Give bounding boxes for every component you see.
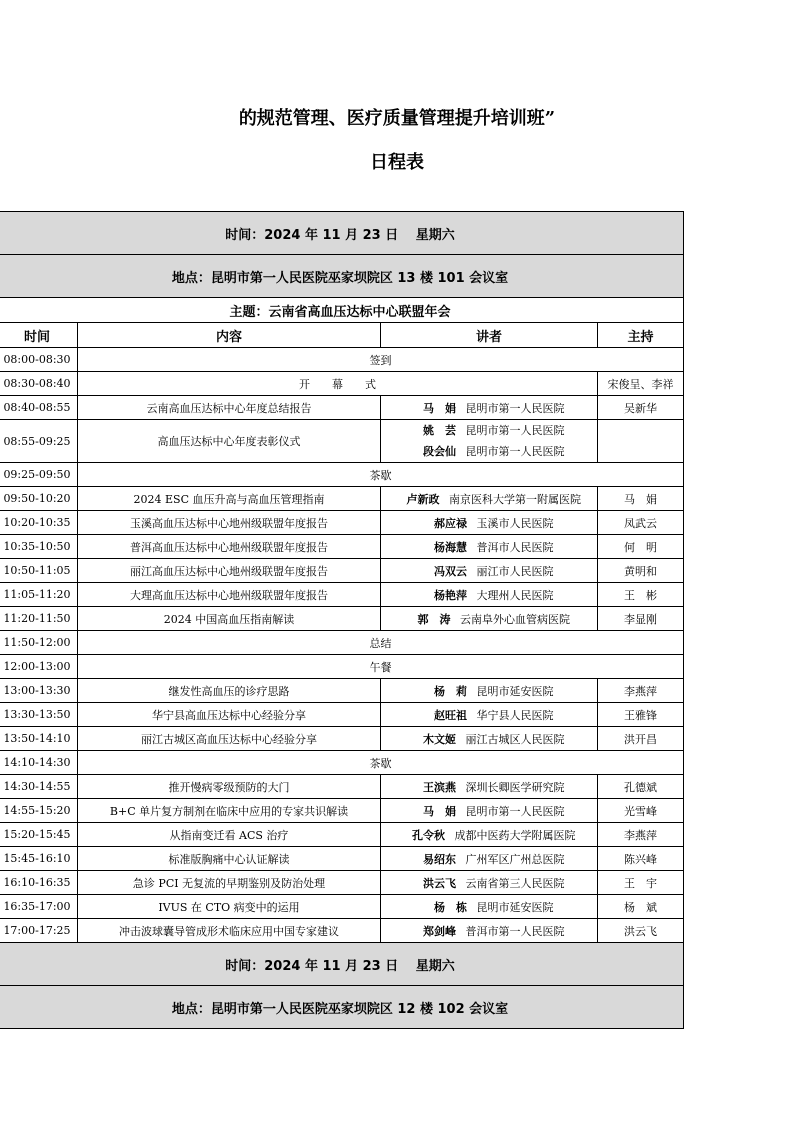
session-time: 14:55-15:20 xyxy=(0,799,78,823)
table-row xyxy=(0,847,684,871)
speaker-entry xyxy=(381,707,597,723)
speaker-affiliation: 昆明市延安医院 xyxy=(476,900,554,914)
table-row xyxy=(0,871,684,895)
session-content: 丽江古城区高血压达标中心经验分享 xyxy=(78,727,381,751)
table-row xyxy=(0,751,684,775)
session-content: 冲击波球囊导管成形术临床应用中国专家建议 xyxy=(78,919,381,943)
session-host: 宋俊呈、李祥 xyxy=(598,372,684,396)
speaker-affiliation: 丽江市人民医院 xyxy=(476,564,554,578)
table-row xyxy=(0,823,684,847)
table-row xyxy=(0,655,684,679)
session-time: 08:55-09:25 xyxy=(0,420,78,463)
session-speakers xyxy=(381,871,598,895)
table-row xyxy=(0,679,684,703)
speaker-entry xyxy=(381,803,597,819)
session-speakers xyxy=(381,847,598,871)
table-row xyxy=(0,631,684,655)
speaker-affiliation: 丽江古城区人民医院 xyxy=(465,732,565,746)
column-header-host: 主持 xyxy=(598,323,684,348)
column-header-speaker: 讲者 xyxy=(381,323,598,348)
session-time: 14:30-14:55 xyxy=(0,775,78,799)
session-speakers xyxy=(381,823,598,847)
session-time: 10:20-10:35 xyxy=(0,511,78,535)
session-speakers xyxy=(381,679,598,703)
session-time: 08:00-08:30 xyxy=(0,348,78,372)
session-content: 继发性高血压的诊疗思路 xyxy=(78,679,381,703)
session-speakers xyxy=(381,775,598,799)
session-host: 何 明 xyxy=(598,535,684,559)
session-break: 茶歇 xyxy=(78,463,684,487)
speaker-name: 冯双云 xyxy=(434,564,467,578)
session-content: 大理高血压达标中心地州级联盟年度报告 xyxy=(78,583,381,607)
speaker-name: 马 娟 xyxy=(423,401,456,415)
speaker-name: 郝应禄 xyxy=(434,516,467,530)
speaker-affiliation: 昆明市第一人民医院 xyxy=(465,445,565,458)
session-time: 11:50-12:00 xyxy=(0,631,78,655)
session-host: 王 宇 xyxy=(598,871,684,895)
table-row xyxy=(0,607,684,631)
speaker-name: 赵旺祖 xyxy=(434,708,467,722)
table-row xyxy=(0,775,684,799)
speaker-affiliation: 普洱市第一人民医院 xyxy=(465,924,565,938)
speaker-affiliation: 昆明市第一人民医院 xyxy=(465,401,565,415)
speaker-name: 卢新政 xyxy=(406,492,440,506)
table-row xyxy=(0,348,684,372)
speaker-entry xyxy=(381,731,597,747)
speaker-entry xyxy=(381,539,597,555)
session-speakers xyxy=(381,511,598,535)
session-host: 李显刚 xyxy=(598,607,684,631)
session-speakers xyxy=(381,583,598,607)
session-host: 光雪峰 xyxy=(598,799,684,823)
session-time: 08:40-08:55 xyxy=(0,396,78,420)
speaker-name: 姚 芸 xyxy=(423,424,456,437)
session-break: 茶歇 xyxy=(78,751,684,775)
session-time: 15:45-16:10 xyxy=(0,847,78,871)
table-row xyxy=(0,559,684,583)
speaker-affiliation: 昆明市第一人民医院 xyxy=(465,804,565,818)
speaker-entry xyxy=(381,923,597,939)
speaker-affiliation: 玉溪市人民医院 xyxy=(476,516,554,530)
session-break: 签到 xyxy=(78,348,684,372)
table-row xyxy=(0,372,684,396)
session-host: 孔德斌 xyxy=(598,775,684,799)
speaker-name: 郭 涛 xyxy=(417,612,451,626)
session-host: 马 娟 xyxy=(598,487,684,511)
theme-label: 主题：云南省高血压达标中心联盟年会 xyxy=(0,298,684,323)
table-row xyxy=(0,919,684,943)
session-time: 13:50-14:10 xyxy=(0,727,78,751)
column-header-content: 内容 xyxy=(78,323,381,348)
speaker-name: 王滨燕 xyxy=(423,780,456,794)
session-content: 从指南变迁看 ACS 治疗 xyxy=(78,823,381,847)
table-row xyxy=(0,583,684,607)
speaker-entry xyxy=(381,420,597,441)
session-speakers xyxy=(381,727,598,751)
session-host: 杨 斌 xyxy=(598,895,684,919)
schedule-heading: 日程表 xyxy=(370,152,424,173)
schedule-table xyxy=(0,211,684,1029)
column-header-row xyxy=(0,323,684,348)
speaker-affiliation: 大理州人民医院 xyxy=(476,588,554,602)
speaker-entry xyxy=(381,875,597,891)
speaker-affiliation: 昆明市第一人民医院 xyxy=(465,424,565,437)
speaker-name: 杨艳萍 xyxy=(434,588,467,602)
speaker-name: 杨海慧 xyxy=(434,540,467,554)
session-time: 10:50-11:05 xyxy=(0,559,78,583)
speaker-entry xyxy=(381,587,597,603)
session-time: 09:50-10:20 xyxy=(0,487,78,511)
session-break: 午餐 xyxy=(78,655,684,679)
session-speakers xyxy=(381,895,598,919)
session-host: 洪云飞 xyxy=(598,919,684,943)
speaker-affiliation: 昆明市延安医院 xyxy=(476,684,554,698)
date-row xyxy=(0,212,684,255)
session-host: 凤武云 xyxy=(598,511,684,535)
speaker-affiliation: 华宁县人民医院 xyxy=(476,708,554,722)
session-time: 09:25-09:50 xyxy=(0,463,78,487)
session-time: 10:35-10:50 xyxy=(0,535,78,559)
session-content: 标准版胸痛中心认证解读 xyxy=(78,847,381,871)
venue-row-2 xyxy=(0,986,684,1029)
table-row xyxy=(0,895,684,919)
document-title: 的规范管理、医疗质量管理提升培训班” xyxy=(238,108,556,129)
speaker-entry xyxy=(381,515,597,531)
session-host: 王 彬 xyxy=(598,583,684,607)
date-label: 时间：2024 年 11 月 23 日 星期六 xyxy=(0,212,684,255)
session-content: 玉溪高血压达标中心地州级联盟年度报告 xyxy=(78,511,381,535)
session-time: 16:10-16:35 xyxy=(0,871,78,895)
session-host: 李燕萍 xyxy=(598,823,684,847)
venue-row xyxy=(0,255,684,298)
date-row-2 xyxy=(0,943,684,986)
speaker-entry xyxy=(381,683,597,699)
theme-row xyxy=(0,298,684,323)
table-row xyxy=(0,463,684,487)
session-host xyxy=(598,420,684,463)
session-content: 2024 ESC 血压升高与高血压管理指南 xyxy=(78,487,381,511)
table-row xyxy=(0,799,684,823)
table-row xyxy=(0,487,684,511)
session-time: 16:35-17:00 xyxy=(0,895,78,919)
session-time: 13:30-13:50 xyxy=(0,703,78,727)
session-content: 丽江高血压达标中心地州级联盟年度报告 xyxy=(78,559,381,583)
speaker-name: 木文姬 xyxy=(423,732,456,746)
session-speakers xyxy=(381,559,598,583)
session-content: 急诊 PCI 无复流的早期鉴别及防治处理 xyxy=(78,871,381,895)
venue-label-2: 地点：昆明市第一人民医院巫家坝院区 12 楼 102 会议室 xyxy=(0,986,684,1029)
session-time: 17:00-17:25 xyxy=(0,919,78,943)
table-row xyxy=(0,703,684,727)
session-speakers xyxy=(381,420,598,463)
session-content: IVUS 在 CTO 病变中的运用 xyxy=(78,895,381,919)
table-row xyxy=(0,727,684,751)
speaker-name: 杨 栋 xyxy=(434,900,467,914)
speaker-entry xyxy=(381,851,597,867)
session-speakers xyxy=(381,703,598,727)
session-host: 黄明和 xyxy=(598,559,684,583)
session-time: 14:10-14:30 xyxy=(0,751,78,775)
speaker-entry xyxy=(381,563,597,579)
speaker-entry xyxy=(381,827,597,843)
session-time: 08:30-08:40 xyxy=(0,372,78,396)
speaker-name: 孔令秋 xyxy=(412,828,445,842)
speaker-name: 郑剑峰 xyxy=(423,924,456,938)
venue-label: 地点：昆明市第一人民医院巫家坝院区 13 楼 101 会议室 xyxy=(0,255,684,298)
speaker-name: 易绍东 xyxy=(423,852,456,866)
speaker-affiliation: 深圳长卿医学研究院 xyxy=(465,780,565,794)
session-time: 11:20-11:50 xyxy=(0,607,78,631)
session-content: 普洱高血压达标中心地州级联盟年度报告 xyxy=(78,535,381,559)
session-time: 13:00-13:30 xyxy=(0,679,78,703)
speaker-name: 段会仙 xyxy=(423,445,456,458)
session-host: 王雅锋 xyxy=(598,703,684,727)
session-content: 2024 中国高血压指南解读 xyxy=(78,607,381,631)
session-content: 华宁县高血压达标中心经验分享 xyxy=(78,703,381,727)
session-ceremony: 开 幕 式 xyxy=(78,372,598,396)
session-host: 李燕萍 xyxy=(598,679,684,703)
speaker-entry xyxy=(381,899,597,915)
session-content: 推开慢病零级预防的大门 xyxy=(78,775,381,799)
session-speakers xyxy=(381,799,598,823)
date-label-2: 时间：2024 年 11 月 23 日 星期六 xyxy=(0,943,684,986)
session-speakers xyxy=(381,487,598,511)
session-speakers xyxy=(381,607,598,631)
session-time: 15:20-15:45 xyxy=(0,823,78,847)
speaker-affiliation: 广州军区广州总医院 xyxy=(465,852,565,866)
session-host: 陈兴峰 xyxy=(598,847,684,871)
speaker-entry xyxy=(381,779,597,795)
speaker-affiliation: 普洱市人民医院 xyxy=(476,540,554,554)
speaker-affiliation: 南京医科大学第一附属医院 xyxy=(449,492,581,506)
session-speakers xyxy=(381,396,598,420)
speaker-entry xyxy=(381,491,597,507)
speaker-name: 洪云飞 xyxy=(423,876,456,890)
session-content: B+C 单片复方制剂在临床中应用的专家共识解读 xyxy=(78,799,381,823)
session-time: 11:05-11:20 xyxy=(0,583,78,607)
speaker-affiliation: 成都中医药大学附属医院 xyxy=(454,828,576,842)
table-row xyxy=(0,420,684,463)
session-speakers xyxy=(381,535,598,559)
speaker-affiliation: 云南阜外心血管病医院 xyxy=(460,612,570,626)
session-host: 洪开昌 xyxy=(598,727,684,751)
table-row xyxy=(0,535,684,559)
session-host: 吴新华 xyxy=(598,396,684,420)
session-speakers xyxy=(381,919,598,943)
speaker-entry xyxy=(381,400,597,416)
table-row xyxy=(0,396,684,420)
speaker-affiliation: 云南省第三人民医院 xyxy=(465,876,565,890)
session-content: 高血压达标中心年度表彰仪式 xyxy=(78,420,381,463)
speaker-entry xyxy=(381,441,597,462)
speaker-name: 马 娟 xyxy=(423,804,456,818)
column-header-time: 时间 xyxy=(0,323,78,348)
session-break: 总结 xyxy=(78,631,684,655)
speaker-entry xyxy=(381,611,597,627)
session-content: 云南高血压达标中心年度总结报告 xyxy=(78,396,381,420)
table-row xyxy=(0,511,684,535)
session-time: 12:00-13:00 xyxy=(0,655,78,679)
speaker-name: 杨 莉 xyxy=(434,684,467,698)
